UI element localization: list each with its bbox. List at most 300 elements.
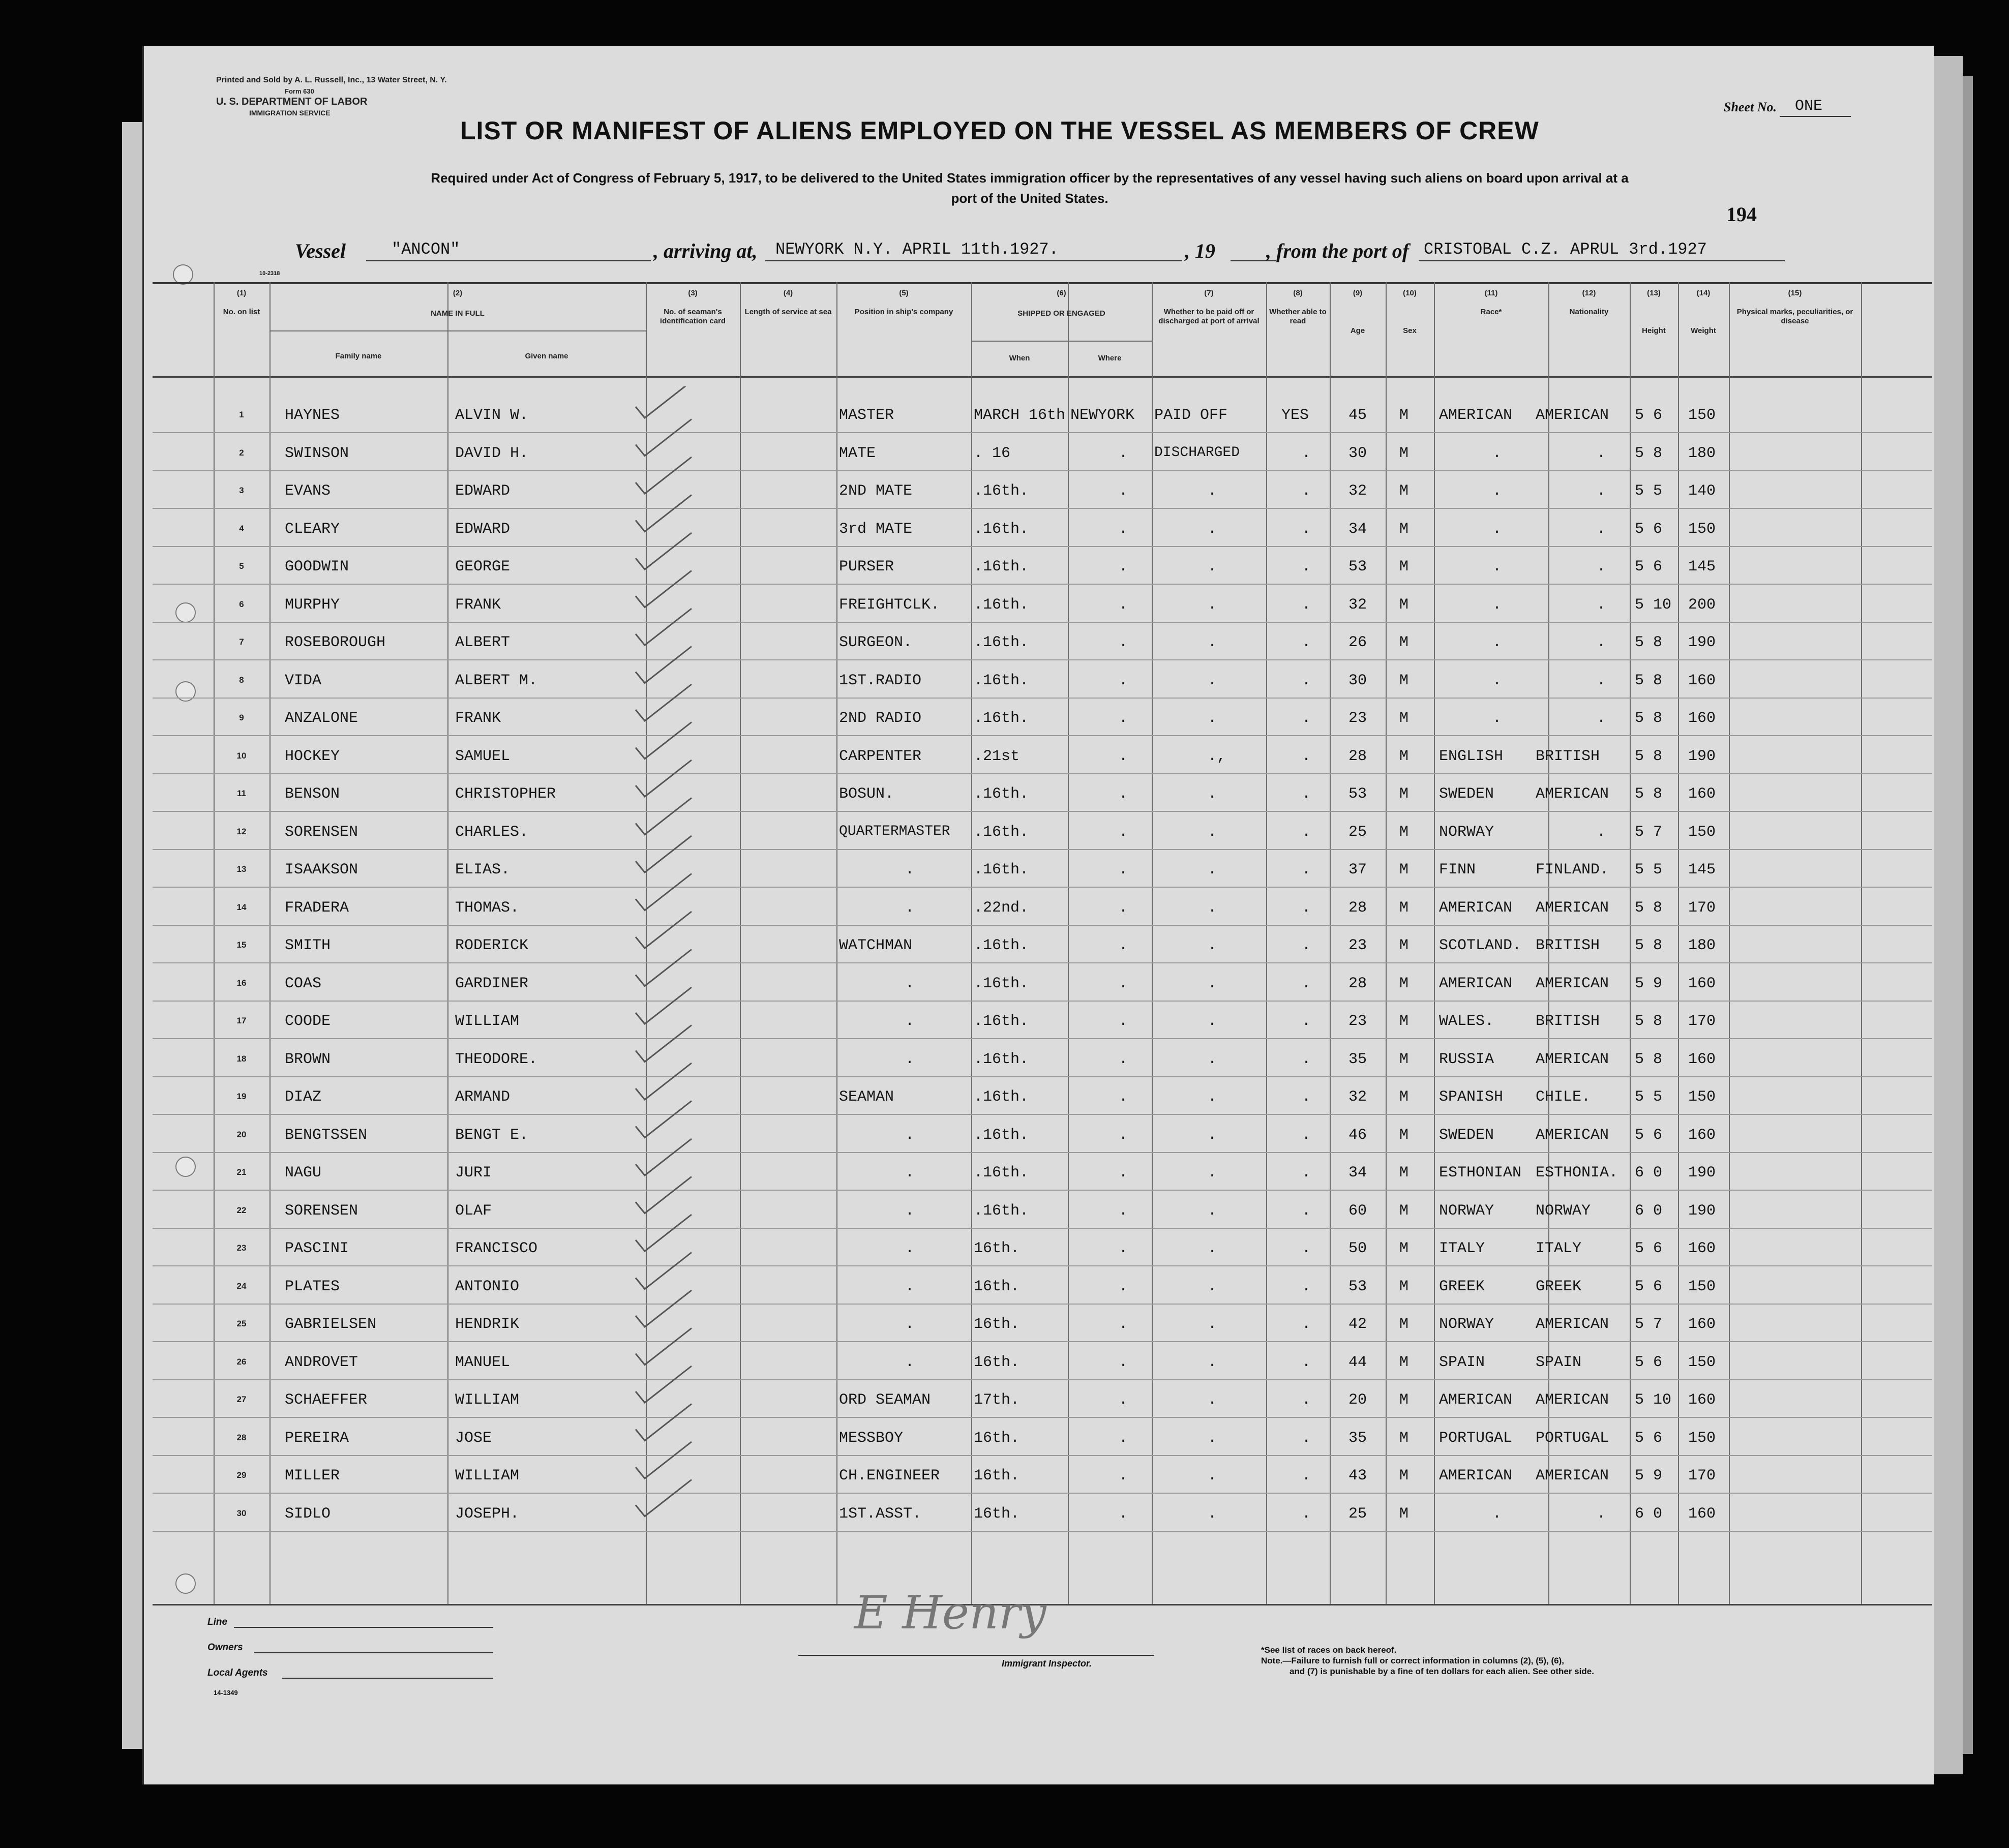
cell-able-to-read: . (1302, 1240, 1311, 1257)
table-top-border (153, 282, 1932, 284)
cell-height: 5 6 (1635, 520, 1663, 538)
cell-age: 23 (1348, 937, 1367, 954)
vessel-name-underline (366, 260, 651, 261)
row-ruling (153, 470, 1932, 471)
cell-shipped-when: .16th. (974, 672, 1029, 689)
cell-able-to-read: . (1302, 710, 1311, 727)
cell-sex: M (1399, 937, 1409, 954)
cell-given-name: WILLIAM (455, 1391, 520, 1409)
cell-nationality: CHILE. (1536, 1088, 1591, 1106)
cell-race: SWEDEN (1439, 1126, 1494, 1144)
row-number: 29 (236, 1470, 247, 1480)
cell-sex: M (1399, 634, 1409, 651)
col-physical-marks-header: Physical marks, peculiarities, or disease (1736, 308, 1853, 325)
col-physical-marks-number: (15) (1788, 289, 1802, 297)
cell-race: AMERICAN (1439, 975, 1513, 992)
row-number: 24 (236, 1281, 247, 1291)
column-divider (1330, 282, 1331, 1604)
cell-paid-off: . (1208, 596, 1217, 614)
from-port-underline (1419, 260, 1785, 261)
cell-nationality: AMERICAN (1536, 975, 1609, 992)
cell-race: SPANISH (1439, 1088, 1504, 1106)
cell-weight: 190 (1688, 634, 1716, 651)
cell-height: 5 8 (1635, 1050, 1663, 1068)
footer-line-underline (234, 1627, 493, 1628)
inspector-label: Immigrant Inspector. (1002, 1658, 1092, 1669)
cell-race: . (1492, 634, 1502, 651)
row-ruling (153, 1152, 1932, 1153)
from-port-value: CRISTOBAL C.Z. APRUL 3rd.1927 (1424, 240, 1707, 259)
cell-shipped-when: .16th. (974, 937, 1029, 954)
check-mark (636, 1177, 692, 1214)
check-mark (636, 647, 692, 683)
cell-sex: M (1399, 1013, 1409, 1030)
row-number: 2 (239, 447, 244, 458)
cell-race: . (1492, 558, 1502, 575)
cell-age: 30 (1348, 672, 1367, 689)
cell-shipped-where: . (1119, 1088, 1128, 1106)
row-ruling (153, 1304, 1932, 1305)
cell-age: 45 (1348, 407, 1367, 424)
cell-nationality: . (1597, 482, 1606, 500)
cell-shipped-when: MARCH 16th (974, 407, 1066, 424)
cell-nationality: ITALY (1536, 1240, 1582, 1257)
cell-given-name: EDWARD (455, 520, 511, 538)
footer-owners-underline (254, 1652, 493, 1653)
cell-family-name: PASCINI (285, 1240, 349, 1257)
cell-able-to-read: . (1302, 747, 1311, 765)
cell-position: . (905, 1353, 915, 1371)
cell-height: 5 6 (1635, 1353, 1663, 1371)
col-no-header: No. on list (223, 308, 260, 316)
cell-shipped-where: NEWYORK (1070, 407, 1135, 424)
cell-race: . (1492, 672, 1502, 689)
cell-weight: 160 (1688, 1391, 1716, 1409)
cell-age: 32 (1348, 1088, 1367, 1106)
cell-position: . (905, 1164, 915, 1181)
cell-sex: M (1399, 558, 1409, 575)
cell-sex: M (1399, 823, 1409, 841)
cell-weight: 170 (1688, 1013, 1716, 1030)
cell-shipped-where: . (1119, 823, 1128, 841)
cell-position: MASTER (839, 407, 894, 424)
footer-agents-underline (282, 1678, 493, 1679)
cell-position: . (905, 1013, 915, 1030)
footer-form-code: 14-1349 (214, 1689, 238, 1696)
row-number: 1 (239, 410, 244, 419)
cell-race: . (1492, 596, 1502, 614)
cell-weight: 170 (1688, 1467, 1716, 1485)
row-number: 15 (236, 940, 247, 950)
col-nationality-header: Nationality (1569, 308, 1609, 316)
cell-able-to-read: YES (1281, 407, 1309, 424)
cell-shipped-when: .16th. (974, 710, 1029, 727)
cell-age: 35 (1348, 1429, 1367, 1447)
left-binding-edge (122, 122, 142, 1749)
cell-race: FINN (1439, 861, 1476, 878)
cell-nationality: ESTHONIA. (1536, 1164, 1618, 1181)
cell-height: 5 5 (1635, 482, 1663, 500)
cell-nationality: . (1597, 444, 1606, 462)
cell-sex: M (1399, 482, 1409, 500)
row-ruling (153, 622, 1932, 623)
cell-shipped-when: . 16 (974, 444, 1011, 462)
cell-position: . (905, 1126, 915, 1144)
cell-height: 5 6 (1635, 407, 1663, 424)
row-number: 23 (236, 1243, 247, 1253)
cell-shipped-when: 16th. (974, 1240, 1020, 1257)
cell-weight: 150 (1688, 407, 1716, 424)
cell-age: 23 (1348, 710, 1367, 727)
col-height-header: Height (1642, 326, 1666, 335)
cell-position: . (905, 1202, 915, 1220)
form-number: Form 630 (285, 87, 314, 95)
cell-sex: M (1399, 520, 1409, 538)
cell-able-to-read: . (1302, 1126, 1311, 1144)
cell-sex: M (1399, 899, 1409, 917)
col-shipped-header: SHIPPED OR ENGAGED (1017, 309, 1105, 318)
cell-height: 6 0 (1635, 1164, 1663, 1181)
check-mark (636, 1404, 692, 1441)
cell-sex: M (1399, 407, 1409, 424)
cell-able-to-read: . (1302, 520, 1311, 538)
cell-sex: M (1399, 444, 1409, 462)
cell-race: WALES. (1439, 1013, 1494, 1030)
sheet-number-underline (1780, 116, 1851, 117)
cell-able-to-read: . (1302, 634, 1311, 651)
cell-age: 53 (1348, 785, 1367, 803)
cell-family-name: ISAAKSON (285, 861, 358, 878)
cell-sex: M (1399, 1088, 1409, 1106)
cell-paid-off: . (1208, 558, 1217, 575)
column-divider (1386, 282, 1387, 1604)
cell-shipped-when: 16th. (974, 1278, 1020, 1295)
cell-nationality: . (1597, 710, 1606, 727)
cell-given-name: JURI (455, 1164, 492, 1181)
cell-nationality: . (1597, 520, 1606, 538)
check-mark (636, 798, 692, 835)
cell-family-name: ROSEBOROUGH (285, 634, 386, 651)
column-divider (1861, 282, 1862, 1604)
cell-shipped-when: .22nd. (974, 899, 1029, 917)
cell-paid-off: . (1208, 1353, 1217, 1371)
cell-able-to-read: . (1302, 482, 1311, 500)
row-ruling (153, 1341, 1932, 1342)
cell-able-to-read: . (1302, 1278, 1311, 1295)
footer-line-label: Line (207, 1617, 228, 1627)
cell-position: . (905, 899, 915, 917)
header-bottom-border (153, 376, 1932, 378)
right-page-edge-shadow (1963, 76, 1973, 1754)
cell-sex: M (1399, 1429, 1409, 1447)
cell-race: RUSSIA (1439, 1050, 1494, 1068)
row-ruling (153, 849, 1932, 850)
cell-given-name: CHARLES. (455, 823, 529, 841)
row-number: 27 (236, 1395, 247, 1404)
col-name-header: NAME IN FULL (431, 309, 485, 318)
cell-paid-off: . (1208, 937, 1217, 954)
cell-position: 3rd MATE (839, 520, 913, 538)
cell-height: 5 5 (1635, 1088, 1663, 1106)
cell-sex: M (1399, 1505, 1409, 1523)
cell-given-name: ARMAND (455, 1088, 511, 1106)
cell-race: . (1492, 1505, 1502, 1523)
cell-given-name: JOSEPH. (455, 1505, 520, 1523)
cell-race: SPAIN (1439, 1353, 1485, 1371)
cell-sex: M (1399, 1391, 1409, 1409)
cell-nationality: FINLAND. (1536, 861, 1609, 878)
cell-sex: M (1399, 785, 1409, 803)
cell-paid-off: . (1208, 823, 1217, 841)
cell-height: 5 8 (1635, 634, 1663, 651)
cell-shipped-where: . (1119, 558, 1128, 575)
column-divider (1068, 282, 1069, 1604)
cell-sex: M (1399, 1050, 1409, 1068)
cell-nationality: . (1597, 558, 1606, 575)
cell-shipped-where: . (1119, 672, 1128, 689)
cell-position: SEAMAN (839, 1088, 894, 1106)
check-mark (636, 987, 692, 1024)
cell-weight: 160 (1688, 975, 1716, 992)
cell-age: 20 (1348, 1391, 1367, 1409)
cell-position: . (905, 1278, 915, 1295)
cell-age: 25 (1348, 823, 1367, 841)
cell-nationality: AMERICAN (1536, 899, 1609, 917)
cell-age: 23 (1348, 1013, 1367, 1030)
cell-shipped-when: .16th. (974, 634, 1029, 651)
cell-given-name: OLAF (455, 1202, 492, 1220)
column-divider (836, 282, 837, 1604)
row-number: 10 (236, 750, 247, 761)
row-ruling (153, 735, 1932, 736)
cell-shipped-where: . (1119, 975, 1128, 992)
cell-age: 60 (1348, 1202, 1367, 1220)
cell-shipped-where: . (1119, 1467, 1128, 1485)
cell-paid-off: . (1208, 1391, 1217, 1409)
cell-nationality: GREEK (1536, 1278, 1582, 1295)
cell-given-name: ELIAS. (455, 861, 511, 878)
cell-height: 6 0 (1635, 1505, 1663, 1523)
row-ruling (153, 1379, 1932, 1380)
cell-nationality: BRITISH (1536, 1013, 1600, 1030)
cell-able-to-read: . (1302, 1316, 1311, 1333)
col-sex-header: Sex (1403, 326, 1417, 335)
check-mark (636, 495, 692, 532)
cell-nationality: . (1597, 672, 1606, 689)
cell-nationality: AMERICAN (1536, 1050, 1609, 1068)
cell-family-name: NAGU (285, 1164, 322, 1181)
cell-able-to-read: . (1302, 975, 1311, 992)
cell-shipped-when: 16th. (974, 1505, 1020, 1523)
arriving-underline (765, 260, 1182, 261)
check-mark (636, 1253, 692, 1289)
cell-shipped-where: . (1119, 1505, 1128, 1523)
col-race-number: (11) (1484, 289, 1498, 297)
cell-position: BOSUN. (839, 785, 894, 803)
cell-nationality: PORTUGAL (1536, 1429, 1609, 1447)
cell-able-to-read: . (1302, 1467, 1311, 1485)
punch-hole (173, 264, 193, 285)
cell-race: . (1492, 520, 1502, 538)
cell-paid-off: . (1208, 1164, 1217, 1181)
cell-given-name: FRANK (455, 596, 501, 614)
cell-shipped-when: .21st (974, 747, 1020, 765)
check-mark (636, 1101, 692, 1138)
cell-race: AMERICAN (1439, 899, 1513, 917)
row-number: 8 (239, 675, 244, 685)
col-age-number: (9) (1353, 289, 1363, 297)
cell-able-to-read: . (1302, 785, 1311, 803)
cell-shipped-when: 16th. (974, 1429, 1020, 1447)
row-number: 14 (236, 902, 247, 912)
cell-given-name: CHRISTOPHER (455, 785, 556, 803)
cell-paid-off: . (1208, 861, 1217, 878)
row-ruling (153, 1531, 1932, 1532)
col-nationality-number: (12) (1582, 289, 1596, 297)
cell-paid-off: . (1208, 1467, 1217, 1485)
cell-nationality: BRITISH (1536, 747, 1600, 765)
cell-family-name: BENSON (285, 785, 340, 803)
cell-family-name: ANDROVET (285, 1353, 358, 1371)
cell-age: 30 (1348, 444, 1367, 462)
col-race-header: Race* (1480, 308, 1502, 316)
row-number: 7 (239, 637, 244, 647)
footer-agents-label: Local Agents (207, 1668, 268, 1678)
cell-family-name: CLEARY (285, 520, 340, 538)
cell-paid-off: . (1208, 1050, 1217, 1068)
cell-sex: M (1399, 1353, 1409, 1371)
check-mark (636, 1139, 692, 1175)
cell-position: . (905, 861, 915, 878)
cell-weight: 140 (1688, 482, 1716, 500)
check-mark (636, 722, 692, 759)
cell-weight: 150 (1688, 1353, 1716, 1371)
check-mark (636, 1328, 692, 1365)
row-ruling (153, 1114, 1932, 1115)
punch-hole (175, 602, 196, 623)
row-number: 3 (239, 486, 244, 495)
cell-able-to-read: . (1302, 1050, 1311, 1068)
manifest-sheet (142, 46, 1934, 1784)
check-mark (636, 609, 692, 645)
cell-weight: 160 (1688, 1126, 1716, 1144)
cell-position: 1ST.ASST. (839, 1505, 922, 1523)
printer-credit: Printed and Sold by A. L. Russell, Inc., 13 Water Street, N. Y. (216, 76, 447, 84)
cell-family-name: EVANS (285, 482, 331, 500)
cell-shipped-where: . (1119, 596, 1128, 614)
page-number: 194 (1726, 203, 1757, 226)
cell-paid-off: . (1208, 634, 1217, 651)
cell-age: 34 (1348, 1164, 1367, 1181)
cell-weight: 160 (1688, 672, 1716, 689)
cell-able-to-read: . (1302, 444, 1311, 462)
cell-race: ENGLISH (1439, 747, 1504, 765)
row-number: 30 (236, 1508, 247, 1518)
row-number: 12 (236, 826, 247, 836)
cell-given-name: SAMUEL (455, 747, 511, 765)
cell-nationality: . (1597, 634, 1606, 651)
cell-nationality: AMERICAN (1536, 407, 1609, 424)
cell-shipped-where: . (1119, 520, 1128, 538)
cell-sex: M (1399, 672, 1409, 689)
cell-age: 35 (1348, 1050, 1367, 1068)
cell-race: SWEDEN (1439, 785, 1494, 803)
cell-sex: M (1399, 747, 1409, 765)
cell-weight: 160 (1688, 1505, 1716, 1523)
check-mark (636, 1063, 692, 1100)
col-family-name-header: Family name (335, 352, 382, 360)
cell-shipped-when: .16th. (974, 520, 1029, 538)
cell-shipped-where: . (1119, 1013, 1128, 1030)
column-divider (214, 282, 215, 1604)
cell-family-name: COODE (285, 1013, 331, 1030)
cell-shipped-when: .16th. (974, 1202, 1029, 1220)
cell-weight: 190 (1688, 747, 1716, 765)
cell-height: 5 9 (1635, 975, 1663, 992)
cell-able-to-read: . (1302, 1013, 1311, 1030)
cell-height: 5 8 (1635, 672, 1663, 689)
row-ruling (153, 1265, 1932, 1266)
cell-paid-off: PAID OFF (1154, 407, 1228, 424)
cell-nationality: . (1597, 596, 1606, 614)
column-divider (1630, 282, 1631, 1604)
col-sex-number: (10) (1403, 289, 1417, 297)
row-number: 25 (236, 1319, 247, 1328)
cell-given-name: DAVID H. (455, 444, 529, 462)
col-length-service-number: (4) (783, 289, 793, 297)
check-mark (636, 760, 692, 797)
cell-given-name: ALVIN W. (455, 407, 529, 424)
row-ruling (153, 1190, 1932, 1191)
cell-shipped-where: . (1119, 1050, 1128, 1068)
vessel-label: Vessel (295, 239, 346, 262)
cell-shipped-where: . (1119, 1164, 1128, 1181)
cell-position: FREIGHTCLK. (839, 596, 940, 614)
cell-family-name: PEREIRA (285, 1429, 349, 1447)
row-ruling (153, 1038, 1932, 1039)
cell-shipped-when: 16th. (974, 1353, 1020, 1371)
inspector-signature-line (798, 1655, 1154, 1656)
col-position-number: (5) (899, 289, 909, 297)
header-subdivider (269, 330, 646, 331)
cell-nationality: SPAIN (1536, 1353, 1582, 1371)
cell-height: 5 10 (1635, 596, 1672, 614)
check-mark (636, 533, 692, 569)
check-mark (636, 836, 692, 872)
right-page-edge (1932, 56, 1963, 1774)
cell-height: 6 0 (1635, 1202, 1663, 1220)
row-number: 4 (239, 523, 244, 533)
cell-position: WATCHMAN (839, 937, 913, 954)
cell-family-name: FRADERA (285, 899, 349, 917)
cell-family-name: GABRIELSEN (285, 1316, 377, 1333)
penalty-note-2: and (7) is punishable by a fine of ten dollars for each alien. See other side. (1290, 1667, 1594, 1676)
cell-age: 28 (1348, 747, 1367, 765)
col-name-number: (2) (453, 289, 463, 297)
check-mark (636, 1215, 692, 1251)
cell-race: PORTUGAL (1439, 1429, 1513, 1447)
column-divider (447, 282, 448, 1604)
cell-shipped-where: . (1119, 1278, 1128, 1295)
row-ruling (153, 773, 1932, 774)
cell-shipped-where: . (1119, 785, 1128, 803)
row-ruling (153, 1493, 1932, 1494)
cell-shipped-where: . (1119, 861, 1128, 878)
cell-given-name: FRANCISCO (455, 1240, 538, 1257)
cell-shipped-where: . (1119, 710, 1128, 727)
cell-sex: M (1399, 710, 1409, 727)
cell-family-name: SORENSEN (285, 1202, 358, 1220)
